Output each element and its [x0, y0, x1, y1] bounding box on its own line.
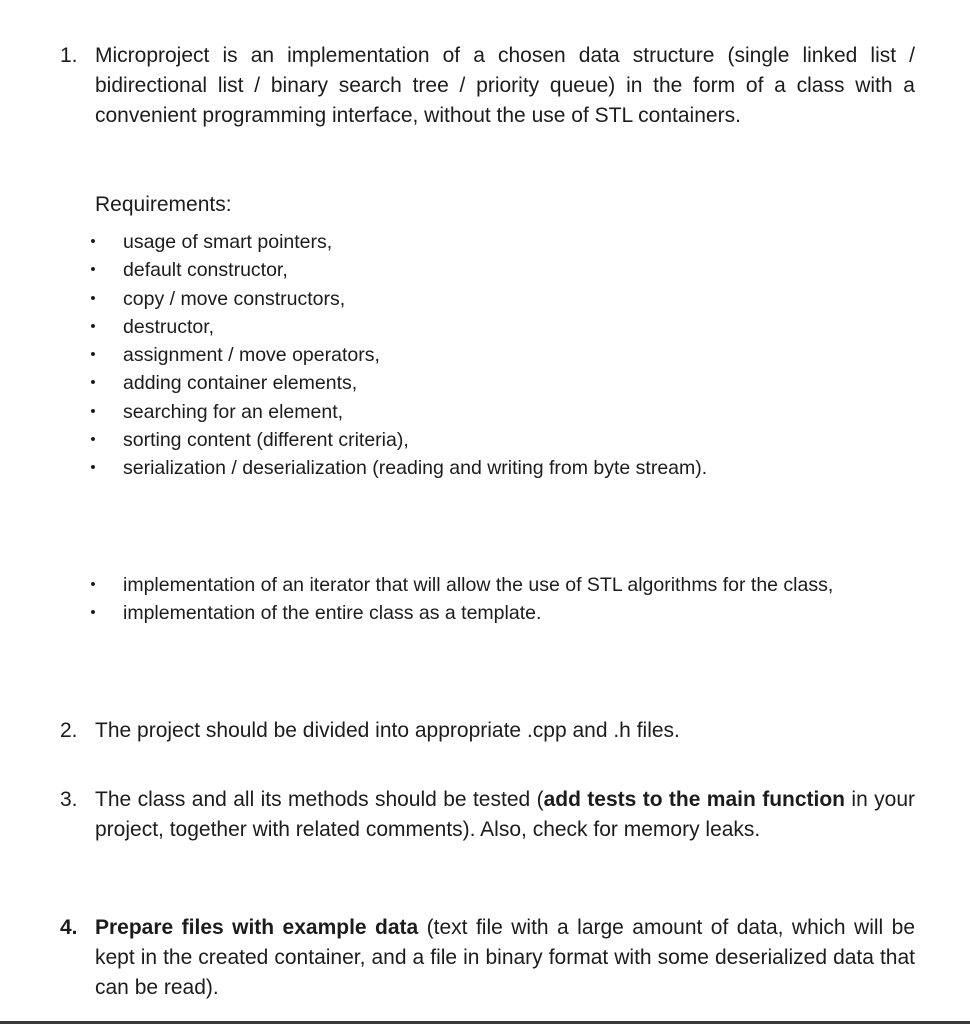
item-3-text: The class and all its methods should be tested (add tests to the main function in your project, together with related comments). Also, check for memory leaks.	[95, 788, 915, 841]
item-4-number: 4.	[60, 916, 78, 939]
list-item: • sorting content (different criteria),	[88, 426, 918, 454]
bullet-icon: •	[90, 289, 96, 307]
item-2-number: 2.	[60, 719, 78, 742]
list-item: • serialization / deserialization (reading and writing from byte stream).	[88, 454, 918, 482]
list-item: • implementation of an iterator that will allow the use of STL algorithms for the class,	[88, 571, 918, 599]
bullet-icon: •	[90, 402, 96, 420]
requirements-list-a	[88, 228, 918, 483]
list-item: • usage of smart pointers,	[88, 228, 918, 256]
item-3-number: 3.	[60, 788, 78, 811]
item-4-bold-text: Prepare files with example data	[95, 916, 419, 939]
requirements-list-b	[88, 571, 918, 628]
bullet-icon: •	[90, 346, 96, 364]
item-1-text: Microproject is an implementation of a chosen data structure (single linked list / bidirectional list / binary search tree / priority queue) in the form of a class with a convenient programming interface, without the use of STL containers.	[95, 44, 915, 127]
list-item: • default constructor,	[88, 256, 918, 284]
item-2-text: The project should be divided into appropriate .cpp and .h files.	[95, 719, 680, 742]
bullet-icon: •	[90, 576, 96, 593]
item-3-bold-text: add tests to the main function	[543, 788, 846, 811]
list-item: • implementation of the entire class as a template.	[88, 599, 918, 627]
list-item: • destructor,	[88, 313, 918, 341]
bullet-icon: •	[90, 261, 96, 279]
item-1-number: 1.	[60, 44, 78, 67]
bullet-icon: •	[90, 374, 96, 392]
bullet-icon: •	[90, 233, 96, 250]
list-item: • copy / move constructors,	[88, 285, 918, 313]
bullet-icon: •	[90, 317, 96, 335]
list-item: • searching for an element,	[88, 398, 918, 426]
requirements-heading: Requirements:	[95, 193, 232, 216]
list-item: • adding container elements,	[88, 369, 918, 397]
bullet-icon: •	[90, 431, 96, 449]
item-4-text: Prepare files with example data (text file with a large amount of data, which will be kept in the created container, and a file in binary format with some deserialized data that can be read).	[95, 916, 915, 999]
bullet-icon: •	[90, 459, 96, 477]
list-item: • assignment / move operators,	[88, 341, 918, 369]
bullet-icon: •	[90, 604, 96, 622]
